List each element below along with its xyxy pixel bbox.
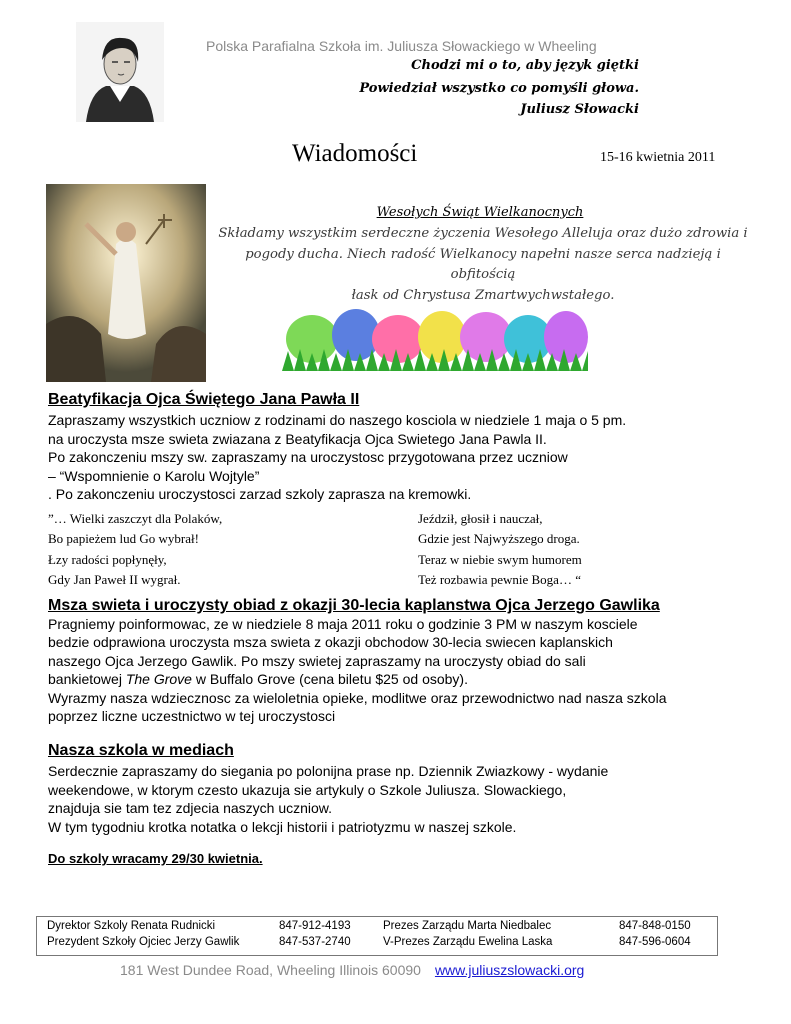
contact-name: Prezydent Szkoły Ojciec Jerzy Gawlik — [47, 936, 240, 948]
easter-eggs-image — [282, 303, 588, 371]
school-name: Polska Parafialna Szkoła im. Juliusza Słowackiego w Wheeling — [206, 38, 597, 54]
text-line: Po zakonczeniu mszy sw. zapraszamy na uroczystosc przygotowana przez uczniow — [48, 449, 568, 465]
text-line: Zapraszamy wszystkich uczniow z rodzinami do naszego kosciola w niedziele 1 maja o 5 pm. — [48, 412, 627, 428]
section-beatification-text — [48, 411, 748, 504]
text-line: Serdecznie zapraszamy do siegania po polonijna prase np. Dziennik Zwiazkowy - wydanie — [48, 763, 609, 779]
text-fragment: w Buffalo Grove (cena biletu $25 od osoby). — [191, 671, 468, 688]
contact-phone: 847-912-4193 — [279, 920, 351, 932]
school-address: 181 West Dundee Road, Wheeling Illinois 60090 — [120, 962, 421, 978]
poem-left-column — [48, 509, 222, 590]
text-line: Pragniemy poinformowac, ze w niedziele 8 maja 2011 roku o godzinie 3 PM w naszym kosciele — [48, 616, 638, 632]
contact-name: Dyrektor Szkoly Renata Rudnicki — [47, 920, 216, 932]
text-line: . Po zakonczeniu uroczystosci zarzad szkoly zaprasza na kremowki. — [48, 486, 472, 502]
easter-line: łask od Chrystusa Zmartwychwstałego. — [351, 287, 615, 303]
easter-greeting-heading: Wesołych Świąt Wielkanocnych — [376, 205, 584, 220]
issue-date: 15-16 kwietnia 2011 — [600, 150, 716, 165]
quote-line-1: Chodzi mi o to, aby język giętki — [411, 58, 639, 73]
poem-line: Bo papieżem lud Go wybrał! — [48, 531, 199, 547]
resurrection-image — [46, 184, 206, 382]
poem-line: Teraz w niebie swym humorem — [418, 551, 582, 567]
poem-line: Gdzie jest Najwyższego droga. — [418, 531, 580, 547]
footer — [120, 962, 584, 978]
text-line: – “Wspomnienie o Karolu Wojtyle” — [48, 467, 260, 484]
page-title: Wiadomości — [292, 140, 418, 167]
poem-line: ”… Wielki zaszczyt dla Polaków, — [48, 511, 223, 526]
poem-line: Łzy radości popłynęły, — [48, 551, 167, 567]
slowacki-portrait — [76, 22, 164, 122]
easter-line: pogody ducha. Niech radość Wielkanocy napełni nasze serca nadzieją i obfitością — [245, 246, 721, 282]
text-line: poprzez liczne uczestnictwo w tej uroczystosci — [48, 708, 336, 725]
text-line: znajduja sie tam tez zdjecia naszych uczniow. — [48, 800, 333, 817]
contact-phone: 847-848-0150 — [619, 920, 691, 932]
text-fragment: bankietowej — [48, 671, 126, 688]
text-line: Wyrazmy nasza wdziecznosc za wieloletnia opieke, modlitwe oraz przewodnictwo nad nasza szkola — [48, 689, 667, 706]
contact-phone: 847-596-0604 — [619, 936, 691, 948]
text-line — [48, 670, 768, 688]
contact-name: Prezes Zarządu Marta Niedbalec — [383, 920, 552, 932]
quote-author: Juliusz Słowacki — [520, 102, 639, 117]
section-beatification-title: Beatyfikacja Ojca Świętego Jana Pawła II — [48, 391, 360, 408]
text-line: weekendowe, w ktorym czesto ukazuja sie artykuly o Szkole Juliusza. Slowackiego, — [48, 781, 567, 798]
poem-line: Gdy Jan Paweł II wygrał. — [48, 571, 181, 587]
website-link[interactable]: www.juliuszslowacki.org — [434, 962, 585, 978]
section-mass-title: Msza swieta i uroczysty obiad z okazji 30-lecia kaplanstwa Ojca Jerzego Gawlika — [48, 597, 660, 614]
poem-line: Też rozbawia pewnie Boga… “ — [418, 571, 581, 587]
text-line: W tym tygodniu krotka notatka o lekcji historii i patriotyzmu w naszej szkole. — [48, 818, 517, 835]
venue-name: The Grove — [125, 671, 192, 688]
contact-name: V-Prezes Zarządu Ewelina Laska — [383, 936, 553, 948]
poem-line: Jeździł, głosił i nauczał, — [418, 511, 543, 526]
easter-greeting-text — [218, 224, 748, 306]
section-mass-text — [48, 615, 768, 725]
contact-row — [37, 920, 717, 936]
text-line: bedzie odprawiona uroczysta msza swieta z okazji obchodow 30-lecia swiecen kaplanskich — [48, 634, 613, 651]
text-line: naszego Ojca Jerzego Gawlik. Po mszy swietej zapraszamy na uroczysty obiad do sali — [48, 652, 586, 669]
section-media-title: Nasza szkola w mediach — [48, 742, 234, 759]
quote-line-2: Powiedział wszystko co pomyśli głowa. — [359, 81, 639, 96]
easter-line: Składamy wszystkim serdeczne życzenia Wesołego Alleluja oraz dużo zdrowia i — [218, 226, 748, 241]
contact-phone: 847-537-2740 — [279, 936, 351, 948]
text-line: na uroczysta msze swieta zwiazana z Beatyfikacja Ojca Swietego Jana Pawla II. — [48, 430, 547, 447]
contact-table — [36, 916, 718, 956]
poem-right-column — [418, 509, 582, 590]
contact-row — [37, 936, 717, 952]
section-media-text — [48, 762, 768, 836]
back-to-school-note: Do szkoly wracamy 29/30 kwietnia. — [48, 851, 263, 866]
